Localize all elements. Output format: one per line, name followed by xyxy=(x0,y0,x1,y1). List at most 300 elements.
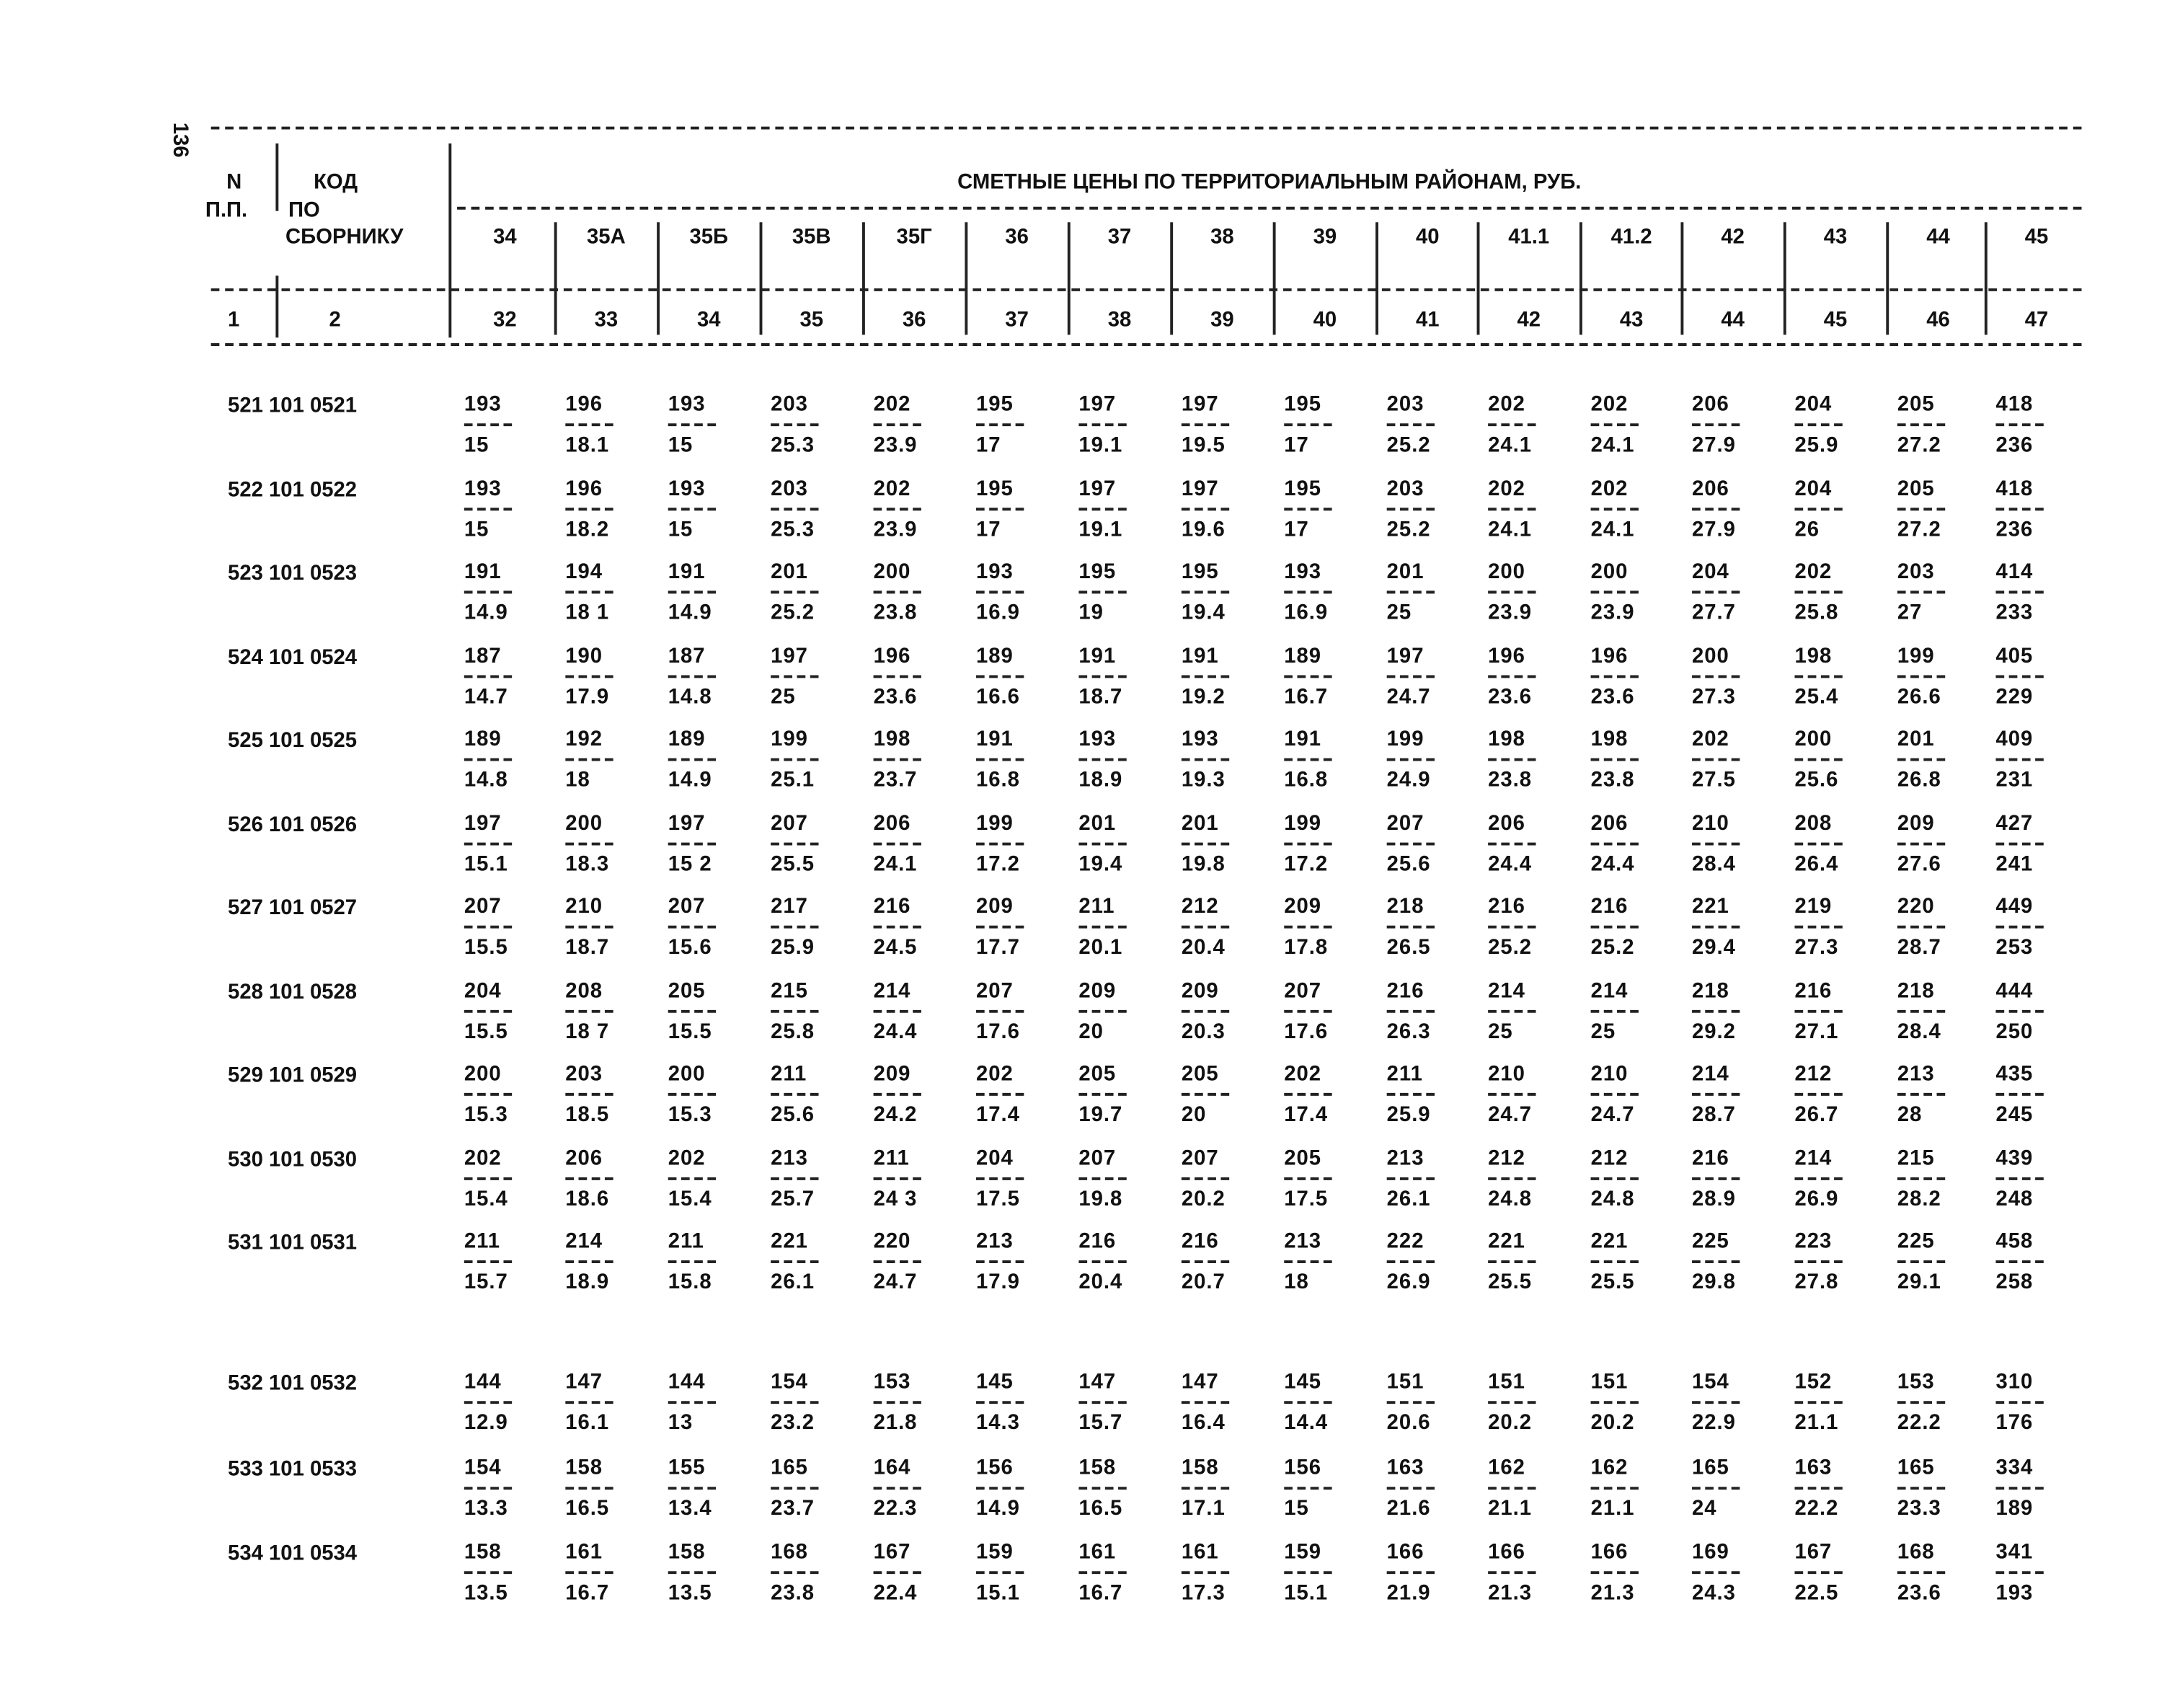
column-number: 35 xyxy=(799,308,824,332)
fraction-bar xyxy=(1591,1260,1639,1263)
price-cell xyxy=(1284,729,1332,791)
price-wage: 25.9 xyxy=(1386,1102,1431,1127)
price-wage: 26 xyxy=(1794,516,1820,541)
price-wage: 17.1 xyxy=(1181,1495,1226,1521)
price-total: 193 xyxy=(464,476,502,500)
price-wage: 14.9 xyxy=(464,601,508,625)
price-cell xyxy=(565,645,613,707)
price-cell xyxy=(1591,980,1639,1042)
price-total: 213 xyxy=(975,1229,1014,1254)
price-cell xyxy=(1897,896,1945,958)
col1-divider-lower xyxy=(275,275,278,337)
price-wage: 250 xyxy=(1995,1019,2034,1043)
price-wage: 22.2 xyxy=(1897,1410,1941,1435)
fraction-bar xyxy=(668,590,716,593)
price-wage: 15.1 xyxy=(975,1580,1020,1606)
price-wage: 24.3 xyxy=(1692,1580,1736,1606)
fraction-bar xyxy=(464,507,512,510)
fraction-bar xyxy=(565,590,613,593)
fraction-bar xyxy=(1794,1486,1842,1489)
fraction-bar xyxy=(464,1093,512,1096)
price-cell xyxy=(1897,729,1945,791)
price-wage: 25.2 xyxy=(1488,935,1533,960)
price-cell xyxy=(1488,1231,1536,1293)
column-number: 36 xyxy=(902,308,926,332)
price-wage: 25.5 xyxy=(1590,1270,1635,1294)
fraction-bar xyxy=(668,1009,716,1012)
price-wage: 27.1 xyxy=(1794,1019,1839,1043)
price-wage: 25.7 xyxy=(771,1186,815,1211)
price-total: 210 xyxy=(565,894,603,919)
price-wage: 27.6 xyxy=(1897,851,1941,876)
fraction-bar xyxy=(1182,507,1229,510)
price-wage: 18.2 xyxy=(565,516,610,541)
price-total: 216 xyxy=(1181,1229,1219,1254)
price-wage: 14.9 xyxy=(668,768,712,792)
fraction-bar xyxy=(565,1401,613,1404)
price-wage: 16.4 xyxy=(1181,1410,1226,1435)
price-total: 214 xyxy=(1692,1062,1729,1087)
price-total: 154 xyxy=(771,1370,808,1394)
price-wage: 15.5 xyxy=(464,1019,508,1043)
price-total: 213 xyxy=(1386,1146,1424,1170)
fraction-bar xyxy=(1387,842,1435,845)
col2-label-line2: ПО xyxy=(288,198,320,223)
price-wage: 19.5 xyxy=(1181,433,1226,458)
price-total: 151 xyxy=(1386,1370,1424,1394)
price-cell xyxy=(1078,896,1126,958)
fraction-bar xyxy=(1897,1177,1945,1180)
price-total: 204 xyxy=(464,978,502,1003)
price-cell xyxy=(874,645,921,707)
fraction-bar xyxy=(874,1486,921,1489)
fraction-bar xyxy=(1387,1177,1435,1180)
price-cell xyxy=(1284,980,1332,1042)
price-total: 192 xyxy=(565,727,603,751)
price-cell xyxy=(1387,561,1435,623)
price-cell xyxy=(464,980,512,1042)
price-wage: 22.5 xyxy=(1794,1580,1839,1606)
price-cell xyxy=(1182,561,1229,623)
fraction-bar xyxy=(1794,1093,1842,1096)
price-cell xyxy=(1897,1231,1945,1293)
price-cell xyxy=(1488,1063,1536,1125)
price-wage: 17 xyxy=(1284,516,1309,541)
fraction-bar xyxy=(976,507,1024,510)
price-wage: 25 xyxy=(1590,1019,1616,1043)
price-total: 147 xyxy=(1181,1370,1219,1394)
price-total: 166 xyxy=(1386,1540,1424,1565)
district-header: 36 xyxy=(1005,225,1029,249)
price-cell xyxy=(1590,810,1639,876)
price-total: 187 xyxy=(668,643,706,668)
price-cell xyxy=(1692,1455,1740,1521)
fraction-bar xyxy=(976,1486,1024,1489)
price-wage: 18.5 xyxy=(565,1102,610,1127)
price-cell xyxy=(1692,1063,1740,1125)
price-total: 197 xyxy=(464,810,502,835)
fraction-bar xyxy=(1284,1009,1332,1012)
fraction-bar xyxy=(1995,675,2043,678)
price-cell xyxy=(668,1147,716,1209)
price-wage: 18 1 xyxy=(565,601,610,625)
price-cell xyxy=(1182,1063,1229,1125)
price-total: 202 xyxy=(1794,559,1833,584)
fraction-bar xyxy=(668,758,716,761)
price-wage: 17.6 xyxy=(1284,1019,1329,1043)
price-wage: 248 xyxy=(1995,1186,2034,1211)
price-total: 458 xyxy=(1995,1229,2034,1254)
fraction-bar xyxy=(1897,1009,1945,1012)
price-cell xyxy=(975,1540,1024,1606)
price-cell xyxy=(874,1063,921,1125)
price-total: 206 xyxy=(1590,810,1629,835)
price-total: 210 xyxy=(1692,810,1729,835)
price-total: 211 xyxy=(1386,1062,1423,1087)
price-total: 207 xyxy=(464,894,502,919)
price-wage: 25.9 xyxy=(1794,433,1839,458)
fraction-bar xyxy=(874,590,921,593)
price-wage: 23.6 xyxy=(1488,684,1533,709)
price-wage: 15.8 xyxy=(668,1270,712,1294)
price-wage: 16.9 xyxy=(975,601,1020,625)
fraction-bar xyxy=(1387,423,1435,426)
price-wage: 24.8 xyxy=(1488,1186,1533,1211)
price-cell xyxy=(1897,1540,1945,1606)
fraction-bar xyxy=(1995,1093,2043,1096)
price-cell xyxy=(771,729,818,791)
price-total: 418 xyxy=(1995,392,2034,417)
price-cell xyxy=(1386,1540,1435,1606)
price-total: 203 xyxy=(1386,476,1424,500)
fraction-bar xyxy=(1591,423,1639,426)
price-total: 191 xyxy=(1284,727,1322,751)
price-cell xyxy=(1182,896,1229,958)
price-total: 197 xyxy=(1078,392,1117,417)
price-total: 202 xyxy=(464,1146,502,1170)
price-wage: 24.7 xyxy=(1488,1102,1533,1127)
price-total: 145 xyxy=(1284,1370,1322,1394)
price-total: 199 xyxy=(771,727,808,751)
price-cell xyxy=(1897,1371,1945,1433)
price-total: 195 xyxy=(1284,392,1322,417)
price-cell xyxy=(976,645,1024,707)
price-wage: 20.2 xyxy=(1181,1186,1226,1211)
price-cell xyxy=(874,1231,921,1293)
price-total: 202 xyxy=(1590,476,1629,500)
price-wage: 25.2 xyxy=(1590,935,1635,960)
price-cell xyxy=(464,477,512,539)
fraction-bar xyxy=(668,1260,716,1263)
price-total: 212 xyxy=(1794,1062,1833,1087)
price-wage: 24.1 xyxy=(1590,516,1635,541)
price-wage: 15 xyxy=(668,516,694,541)
price-total: 221 xyxy=(1488,1229,1525,1254)
price-total: 215 xyxy=(1897,1146,1935,1170)
price-cell xyxy=(1284,1455,1332,1521)
price-wage: 17.9 xyxy=(975,1270,1020,1294)
price-wage: 19.7 xyxy=(1078,1102,1123,1127)
price-total: 409 xyxy=(1995,727,2034,751)
price-total: 218 xyxy=(1897,978,1935,1003)
price-wage: 24.2 xyxy=(873,1102,918,1127)
price-total: 197 xyxy=(1078,476,1117,500)
fraction-bar xyxy=(1284,1571,1332,1574)
price-cell xyxy=(565,1063,613,1125)
price-wage: 23.9 xyxy=(1488,601,1533,625)
price-total: 207 xyxy=(1078,1146,1117,1170)
fraction-bar xyxy=(1182,1571,1229,1574)
price-total: 202 xyxy=(1590,392,1629,417)
price-total: 201 xyxy=(771,559,808,584)
price-wage: 25.8 xyxy=(771,1019,815,1043)
fraction-bar xyxy=(771,1486,818,1489)
price-wage: 27.8 xyxy=(1794,1270,1839,1294)
price-wage: 26.6 xyxy=(1897,684,1941,709)
price-total: 201 xyxy=(1181,810,1219,835)
price-cell xyxy=(668,477,716,539)
column-number: 34 xyxy=(697,308,721,332)
price-total: 158 xyxy=(668,1540,706,1565)
price-wage: 26.4 xyxy=(1794,851,1839,876)
price-cell xyxy=(565,896,613,958)
price-cell xyxy=(1995,394,2043,456)
price-cell xyxy=(1794,1231,1842,1293)
price-cell xyxy=(1692,477,1740,539)
price-wage: 14.7 xyxy=(464,684,508,709)
price-cell xyxy=(1488,1371,1536,1433)
price-cell xyxy=(1284,896,1332,958)
price-total: 209 xyxy=(1284,894,1322,919)
price-cell xyxy=(976,561,1024,623)
price-cell xyxy=(1181,810,1229,876)
price-total: 203 xyxy=(1386,392,1424,417)
price-wage: 25.9 xyxy=(771,935,815,960)
price-total: 193 xyxy=(1284,559,1322,584)
fraction-bar xyxy=(1488,423,1536,426)
price-total: 213 xyxy=(1897,1062,1935,1087)
price-wage: 28.9 xyxy=(1692,1186,1736,1211)
price-total: 190 xyxy=(565,643,603,668)
price-wage: 20 xyxy=(1078,1019,1104,1043)
price-cell xyxy=(464,1231,512,1293)
price-wage: 23.2 xyxy=(771,1410,815,1435)
price-cell xyxy=(1995,477,2043,539)
fraction-bar xyxy=(771,675,818,678)
price-total: 187 xyxy=(464,643,502,668)
col2-divider xyxy=(448,143,451,337)
price-cell xyxy=(1692,1147,1740,1209)
price-total: 203 xyxy=(565,1062,603,1087)
price-total: 193 xyxy=(668,476,706,500)
price-cell xyxy=(464,561,512,623)
price-cell xyxy=(1284,1063,1332,1125)
fraction-bar xyxy=(1284,1260,1332,1263)
price-wage: 15.1 xyxy=(1284,1580,1329,1606)
price-wage: 19.8 xyxy=(1078,1186,1123,1211)
price-total: 212 xyxy=(1488,1146,1525,1170)
price-cell xyxy=(1386,1455,1435,1521)
price-total: 205 xyxy=(1078,1062,1117,1087)
price-wage: 17.2 xyxy=(975,851,1020,876)
price-wage: 25.3 xyxy=(771,516,815,541)
fraction-bar xyxy=(1692,507,1740,510)
fraction-bar xyxy=(668,842,716,845)
price-total: 165 xyxy=(771,1455,808,1479)
district-header: 41.2 xyxy=(1610,225,1652,249)
price-cell xyxy=(873,810,921,876)
price-cell xyxy=(1078,394,1126,456)
fraction-bar xyxy=(1182,758,1229,761)
price-total: 196 xyxy=(565,476,603,500)
fraction-bar xyxy=(668,1093,716,1096)
fraction-bar xyxy=(1591,1009,1639,1012)
price-total: 205 xyxy=(1897,476,1935,500)
price-wage: 19.6 xyxy=(1181,516,1226,541)
fraction-bar xyxy=(464,1571,512,1574)
price-cell xyxy=(1488,1455,1536,1521)
price-wage: 26.5 xyxy=(1386,935,1431,960)
fraction-bar xyxy=(464,1401,512,1404)
price-wage: 25 xyxy=(1386,601,1412,625)
price-wage: 23.7 xyxy=(771,1495,815,1521)
price-wage: 13.5 xyxy=(464,1580,508,1606)
col2-label-line3: СБОРНИКУ xyxy=(285,225,404,249)
price-cell xyxy=(1078,810,1126,876)
price-wage: 24.7 xyxy=(1386,684,1431,709)
fraction-bar xyxy=(1387,1009,1435,1012)
fraction-bar xyxy=(668,1401,716,1404)
price-cell xyxy=(1591,1371,1639,1433)
fraction-bar xyxy=(874,507,921,510)
price-wage: 19.1 xyxy=(1078,516,1123,541)
price-cell xyxy=(464,645,512,707)
price-wage: 15.5 xyxy=(464,935,508,960)
fraction-bar xyxy=(1995,926,2043,929)
price-wage: 17 xyxy=(975,516,1001,541)
price-cell xyxy=(1995,1063,2043,1125)
price-total: 158 xyxy=(1181,1455,1219,1479)
price-total: 206 xyxy=(1488,810,1525,835)
fraction-bar xyxy=(464,926,512,929)
fraction-bar xyxy=(1387,1571,1435,1574)
price-total: 193 xyxy=(464,392,502,417)
fraction-bar xyxy=(1488,1486,1536,1489)
title-rule xyxy=(457,207,2081,210)
fraction-bar xyxy=(976,675,1024,678)
fraction-bar xyxy=(1591,842,1639,845)
price-wage: 25.3 xyxy=(771,433,815,458)
price-total: 166 xyxy=(1488,1540,1525,1565)
price-cell xyxy=(1078,477,1126,539)
price-total: 162 xyxy=(1590,1455,1629,1479)
column-number: 45 xyxy=(1823,308,1848,332)
fraction-bar xyxy=(1897,926,1945,929)
price-wage: 21.6 xyxy=(1386,1495,1431,1521)
fraction-bar xyxy=(565,842,613,845)
fraction-bar xyxy=(771,1401,818,1404)
fraction-bar xyxy=(771,590,818,593)
price-wage: 13.5 xyxy=(668,1580,712,1606)
price-total: 209 xyxy=(1078,978,1117,1003)
fraction-bar xyxy=(976,842,1024,845)
price-total: 221 xyxy=(771,1229,808,1254)
price-wage: 25.4 xyxy=(1794,684,1839,709)
price-wage: 24 xyxy=(1692,1495,1717,1521)
price-total: 212 xyxy=(1181,894,1219,919)
column-number: 32 xyxy=(493,308,517,332)
price-wage: 29.4 xyxy=(1692,935,1736,960)
price-wage: 19.4 xyxy=(1181,601,1226,625)
price-cell xyxy=(565,477,613,539)
fraction-bar xyxy=(1387,758,1435,761)
fraction-bar xyxy=(565,1486,613,1489)
price-cell xyxy=(1692,1371,1740,1433)
price-cell xyxy=(1078,1063,1126,1125)
price-cell xyxy=(565,1540,613,1606)
price-wage: 233 xyxy=(1995,601,2034,625)
price-wage: 14.9 xyxy=(668,601,712,625)
fraction-bar xyxy=(1284,758,1332,761)
price-wage: 15.6 xyxy=(668,935,712,960)
fraction-bar xyxy=(1078,1093,1126,1096)
price-total: 208 xyxy=(565,978,603,1003)
fraction-bar xyxy=(1488,842,1536,845)
fraction-bar xyxy=(1182,842,1229,845)
price-cell xyxy=(668,1371,716,1433)
fraction-bar xyxy=(1078,1177,1126,1180)
fraction-bar xyxy=(464,758,512,761)
price-cell xyxy=(1078,561,1126,623)
price-total: 221 xyxy=(1590,1229,1629,1254)
price-total: 158 xyxy=(464,1540,502,1565)
price-wage: 23.9 xyxy=(873,433,918,458)
price-total: 214 xyxy=(1590,978,1629,1003)
price-total: 199 xyxy=(1284,810,1322,835)
price-cell xyxy=(1182,645,1229,707)
price-wage: 27.3 xyxy=(1794,935,1839,960)
price-wage: 24.7 xyxy=(1590,1102,1635,1127)
fraction-bar xyxy=(668,423,716,426)
header-rule xyxy=(211,288,2082,291)
price-total: 216 xyxy=(1488,894,1525,919)
price-cell xyxy=(1488,1147,1536,1209)
fraction-bar xyxy=(1078,507,1126,510)
price-cell xyxy=(1181,1540,1229,1606)
column-divider xyxy=(1886,222,1889,335)
fraction-bar xyxy=(1995,1486,2043,1489)
price-wage: 28.2 xyxy=(1897,1186,1941,1211)
fraction-bar xyxy=(874,675,921,678)
fraction-bar xyxy=(1995,423,2043,426)
price-cell xyxy=(1995,1147,2043,1209)
fraction-bar xyxy=(1488,926,1536,929)
district-header: 45 xyxy=(2024,225,2049,249)
price-cell xyxy=(1284,1371,1332,1433)
price-wage: 229 xyxy=(1995,684,2034,709)
price-total: 197 xyxy=(1181,392,1219,417)
fraction-bar xyxy=(1182,1093,1229,1096)
fraction-bar xyxy=(1995,758,2043,761)
price-cell xyxy=(1692,896,1740,958)
fraction-bar xyxy=(1897,1486,1945,1489)
column-divider xyxy=(1273,222,1276,335)
price-wage: 17.8 xyxy=(1284,935,1329,960)
page-number: 136 xyxy=(168,122,192,158)
price-total: 198 xyxy=(1590,727,1629,751)
price-wage: 17.4 xyxy=(975,1102,1020,1127)
price-total: 211 xyxy=(771,1062,807,1087)
